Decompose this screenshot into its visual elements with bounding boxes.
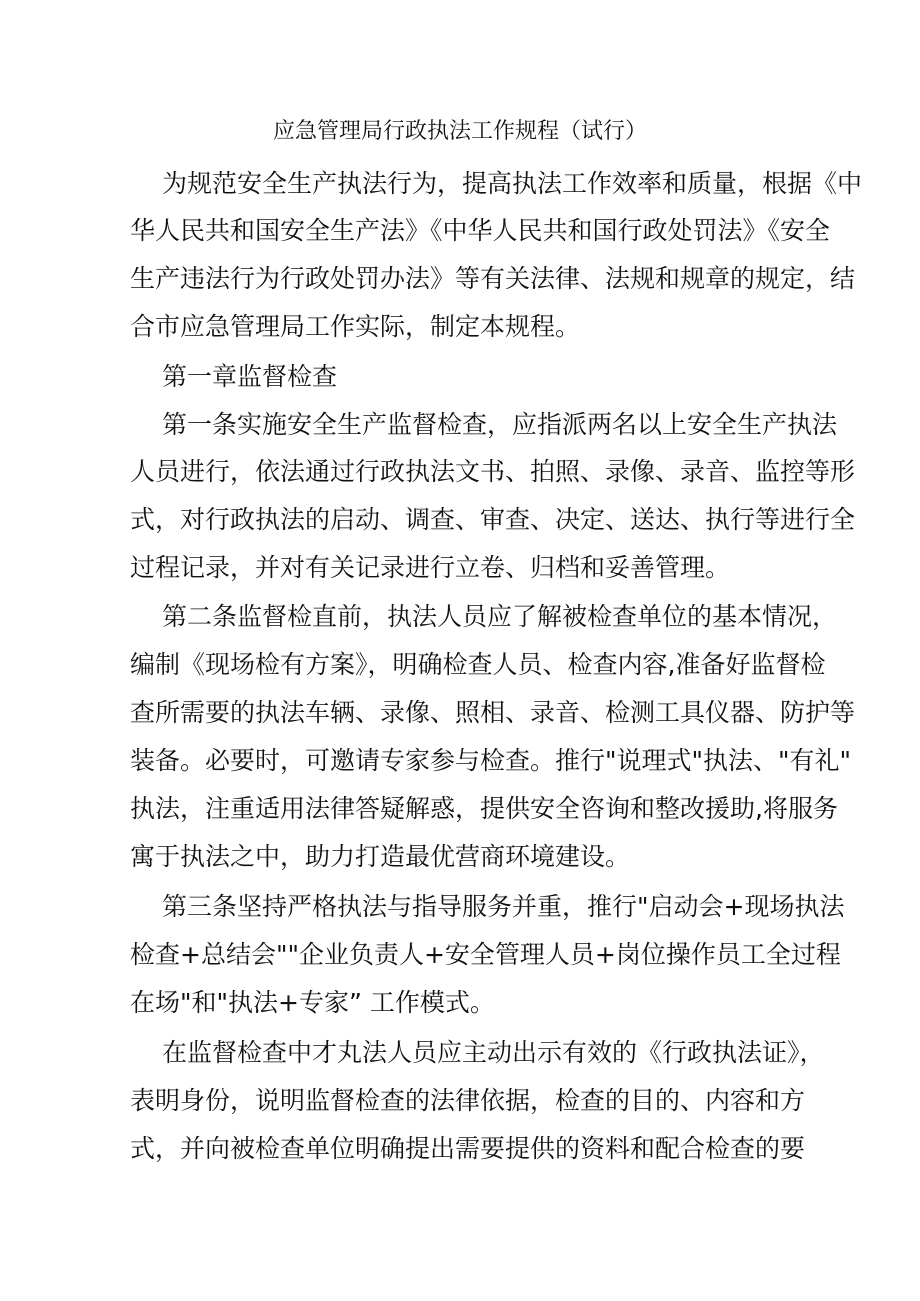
paragraph-line: 华人民共和国安全生产法》《中华人民共和国行政处罚法》《安全 <box>130 216 831 245</box>
paragraph-line: 在监督检查中才丸法人员应主动出示有效的《行政执法证》， <box>162 1038 825 1067</box>
paragraph-line: 查所需要的执法车辆、录像、照相、录音、检测工具仪器、防护等 <box>130 698 856 727</box>
paragraph-line: 第三条坚持严格执法与指导服务并重，推行"启动会+现场执法 <box>162 892 845 921</box>
paragraph-line: 寓于执法之中，助力打造最优营商环境建设。 <box>130 842 631 871</box>
paragraph-line: 执法，注重适用法律答疑解惑，提供安全咨询和整改援助,将服务 <box>130 794 838 823</box>
paragraph-line: 为规范安全生产执法行为，提高执法工作效率和质量，根据《中 <box>162 169 863 198</box>
paragraph-line: 检查+总结会""企业负责人+安全管理人员+岗位操作员工全过程 <box>130 940 841 969</box>
document-title: 应急管理局行政执法工作规程（试行） <box>272 119 647 144</box>
paragraph-line: 式，并向被检查单位明确提出需要提供的资料和配合检查的要 <box>130 1134 806 1163</box>
chapter-heading: 第一章监督检查 <box>162 362 338 391</box>
paragraph-line: 过程记录，并对有关记录进行立卷、归档和妥善管理。 <box>130 553 731 582</box>
paragraph-line: 装备。必要时，可邀请专家参与检查。推行"说理式"执法、"有礼" <box>130 746 851 775</box>
paragraph-line: 合市应急管理局工作实际，制定本规程。 <box>130 312 581 341</box>
paragraph-line: 编制《现场检有方案》，明确检查人员、检查内容,准备好监督检 <box>130 650 826 679</box>
paragraph-line: 生产违法行为行政处罚办法》等有关法律、法规和规章的规定，结 <box>130 264 856 293</box>
paragraph-line: 人员进行，依法通过行政执法文书、拍照、录像、录音、监控等形 <box>130 457 856 486</box>
paragraph-line: 第二条监督检直前，执法人员应了解被检查单位的基本情况， <box>162 602 838 631</box>
paragraph-line: 在场"和"执法+专家” 工作模式。 <box>130 988 495 1017</box>
paragraph-line: 第一条实施安全生产监督检查，应指派两名以上安全生产执法 <box>162 410 838 439</box>
paragraph-line: 表明身份，说明监督检查的法律依据，检查的目的、内容和方 <box>130 1086 806 1115</box>
paragraph-line: 式，对行政执法的启动、调查、审查、决定、送达、执行等进行全 <box>130 505 856 534</box>
